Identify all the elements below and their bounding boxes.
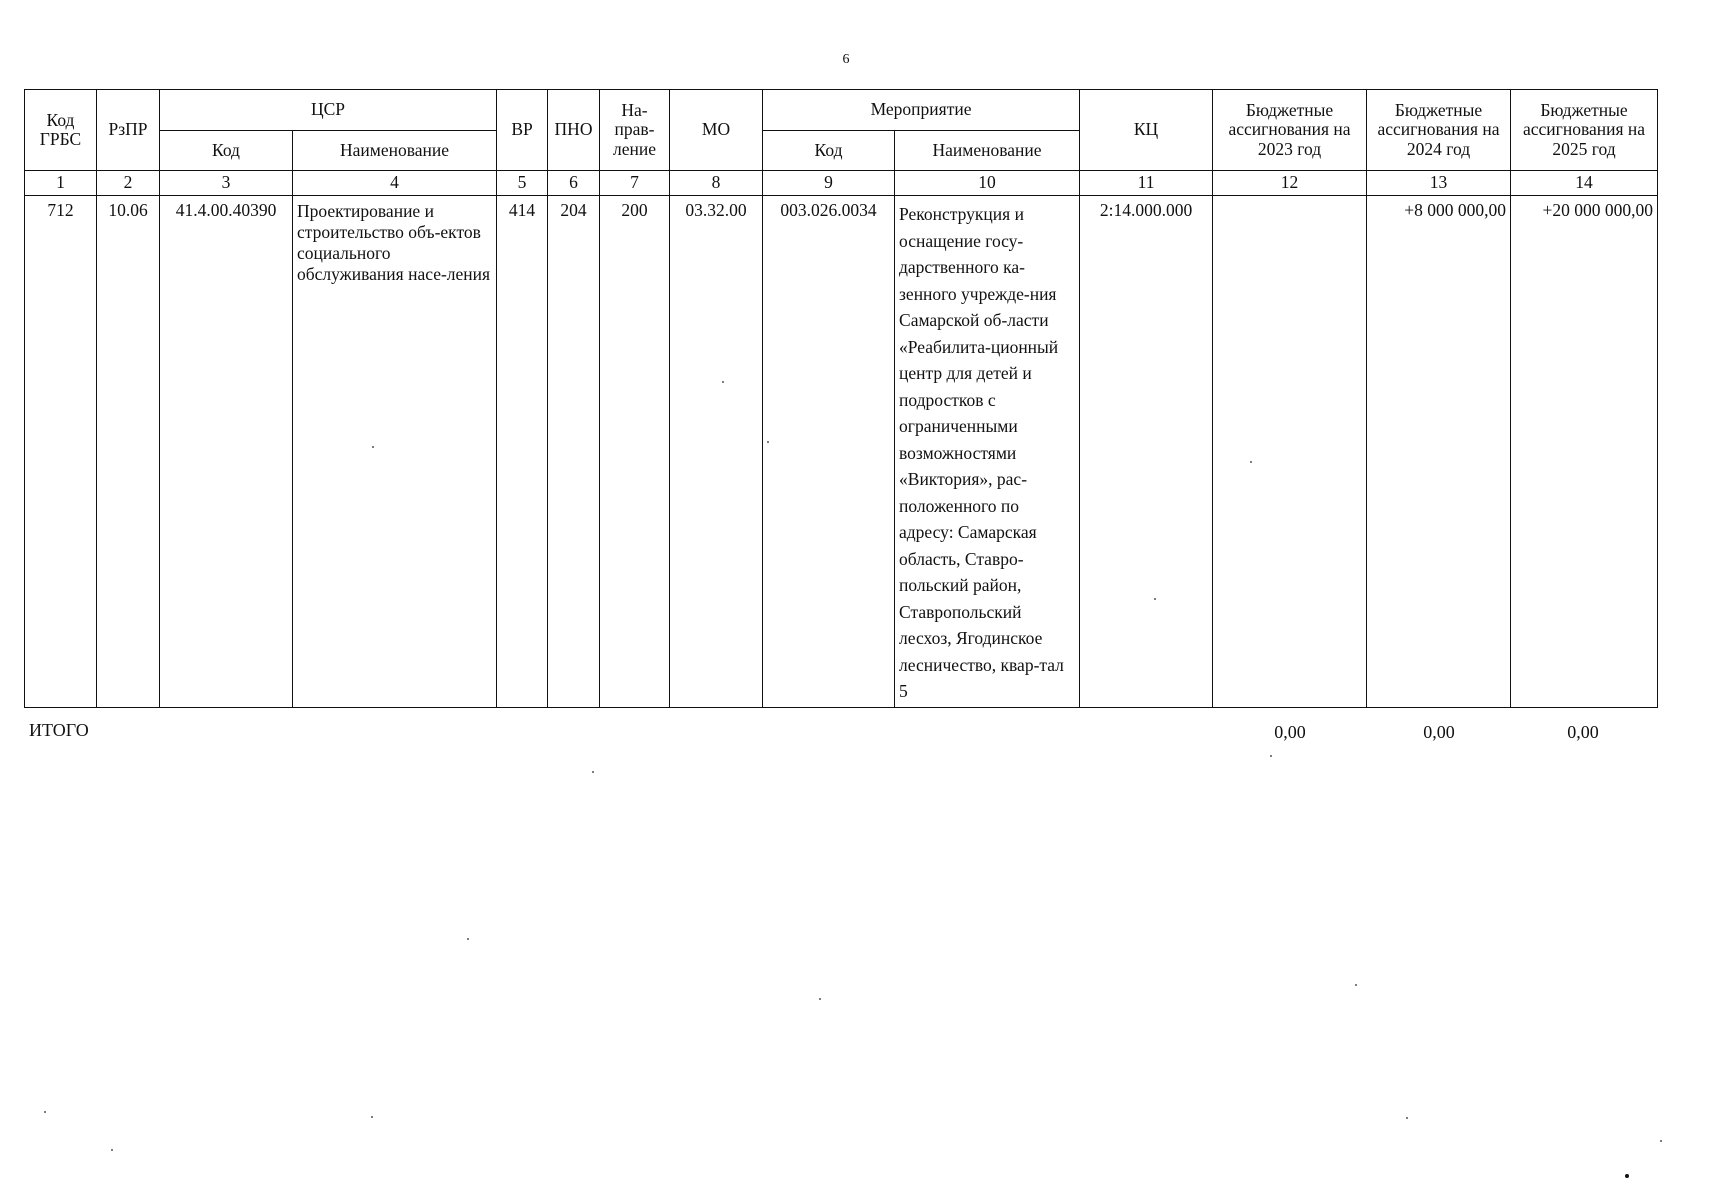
cell-rzpr: 10.06 [97, 196, 160, 708]
header-direction: На-прав-ление [600, 90, 670, 171]
column-number: 7 [600, 171, 670, 196]
cell-grbs: 712 [25, 196, 97, 708]
scan-speck [1625, 1174, 1629, 1178]
page-number: 6 [842, 52, 850, 67]
column-number-row [25, 171, 1658, 196]
cell-direction: 200 [600, 196, 670, 708]
column-number: 9 [763, 171, 895, 196]
cell-alloc-2024: +8 000 000,00 [1367, 196, 1511, 708]
column-number: 3 [160, 171, 293, 196]
column-number: 13 [1367, 171, 1511, 196]
cell-kc: 2:14.000.000 [1080, 196, 1213, 708]
header-csr-code: Код [160, 131, 293, 171]
column-number: 8 [670, 171, 763, 196]
column-number: 2 [97, 171, 160, 196]
scan-speck [467, 938, 469, 940]
scan-speck [1250, 461, 1252, 463]
column-number: 4 [293, 171, 497, 196]
scan-speck [722, 381, 724, 383]
column-number: 14 [1511, 171, 1658, 196]
header-alloc-2023: Бюджетные ассигнования на 2023 год [1213, 90, 1367, 171]
column-number: 1 [25, 171, 97, 196]
header-alloc-2024: Бюджетные ассигнования на 2024 год [1367, 90, 1511, 171]
header-pno: ПНО [548, 90, 600, 171]
cell-alloc-2023 [1213, 196, 1367, 708]
header-rzpr: РзПР [97, 90, 160, 171]
total-alloc-2023: 0,00 [1274, 722, 1306, 742]
cell-vr: 414 [497, 196, 548, 708]
scan-speck [1154, 598, 1156, 600]
cell-csr-code: 41.4.00.40390 [160, 196, 293, 708]
scan-speck [1660, 1140, 1662, 1142]
header-event-code: Код [763, 131, 895, 171]
scan-speck [1406, 1117, 1408, 1119]
header-kc: КЦ [1080, 90, 1213, 171]
cell-csr-name: Проектирование и строительство объ-ектов социального обслуживания насе-ления [293, 196, 497, 708]
cell-event-name: Реконструкция и оснащение госу-дарственного ка-зенного учрежде-ния Самарской об-ласти «Реабилита-ционный центр для детей и подростков с ограниченными возможностями «Виктория», рас-положенного по адресу: Самарская область, Ставро-польский район, Ставропольский лесхоз, Ягодинское лесничество, квар-тал 5 [895, 196, 1080, 708]
total-label: ИТОГО [29, 720, 89, 740]
total-alloc-2024: 0,00 [1423, 722, 1455, 742]
header-csr: ЦСР [160, 90, 497, 131]
column-number: 10 [895, 171, 1080, 196]
cell-mo: 03.32.00 [670, 196, 763, 708]
column-number: 6 [548, 171, 600, 196]
cell-pno: 204 [548, 196, 600, 708]
scan-speck [111, 1149, 113, 1151]
scan-speck [767, 441, 769, 443]
scan-speck [371, 1116, 373, 1118]
header-grbs: Код ГРБС [25, 90, 97, 171]
header-mo: МО [670, 90, 763, 171]
header-vr: ВР [497, 90, 548, 171]
cell-event-code: 003.026.0034 [763, 196, 895, 708]
column-number: 12 [1213, 171, 1367, 196]
header-csr-name: Наименование [293, 131, 497, 171]
scan-speck [1355, 984, 1357, 986]
header-event: Мероприятие [763, 90, 1080, 131]
column-number: 11 [1080, 171, 1213, 196]
scan-speck [819, 998, 821, 1000]
header-alloc-2025: Бюджетные ассигнования на 2025 год [1511, 90, 1658, 171]
table-row [25, 196, 1658, 708]
scan-speck [44, 1111, 46, 1113]
column-number: 5 [497, 171, 548, 196]
scan-speck [592, 771, 594, 773]
scan-speck [1270, 755, 1272, 757]
cell-alloc-2025: +20 000 000,00 [1511, 196, 1658, 708]
header-event-name: Наименование [895, 131, 1080, 171]
scan-speck [372, 446, 374, 448]
budget-allocation-table [24, 89, 1658, 708]
total-alloc-2025: 0,00 [1567, 722, 1599, 742]
